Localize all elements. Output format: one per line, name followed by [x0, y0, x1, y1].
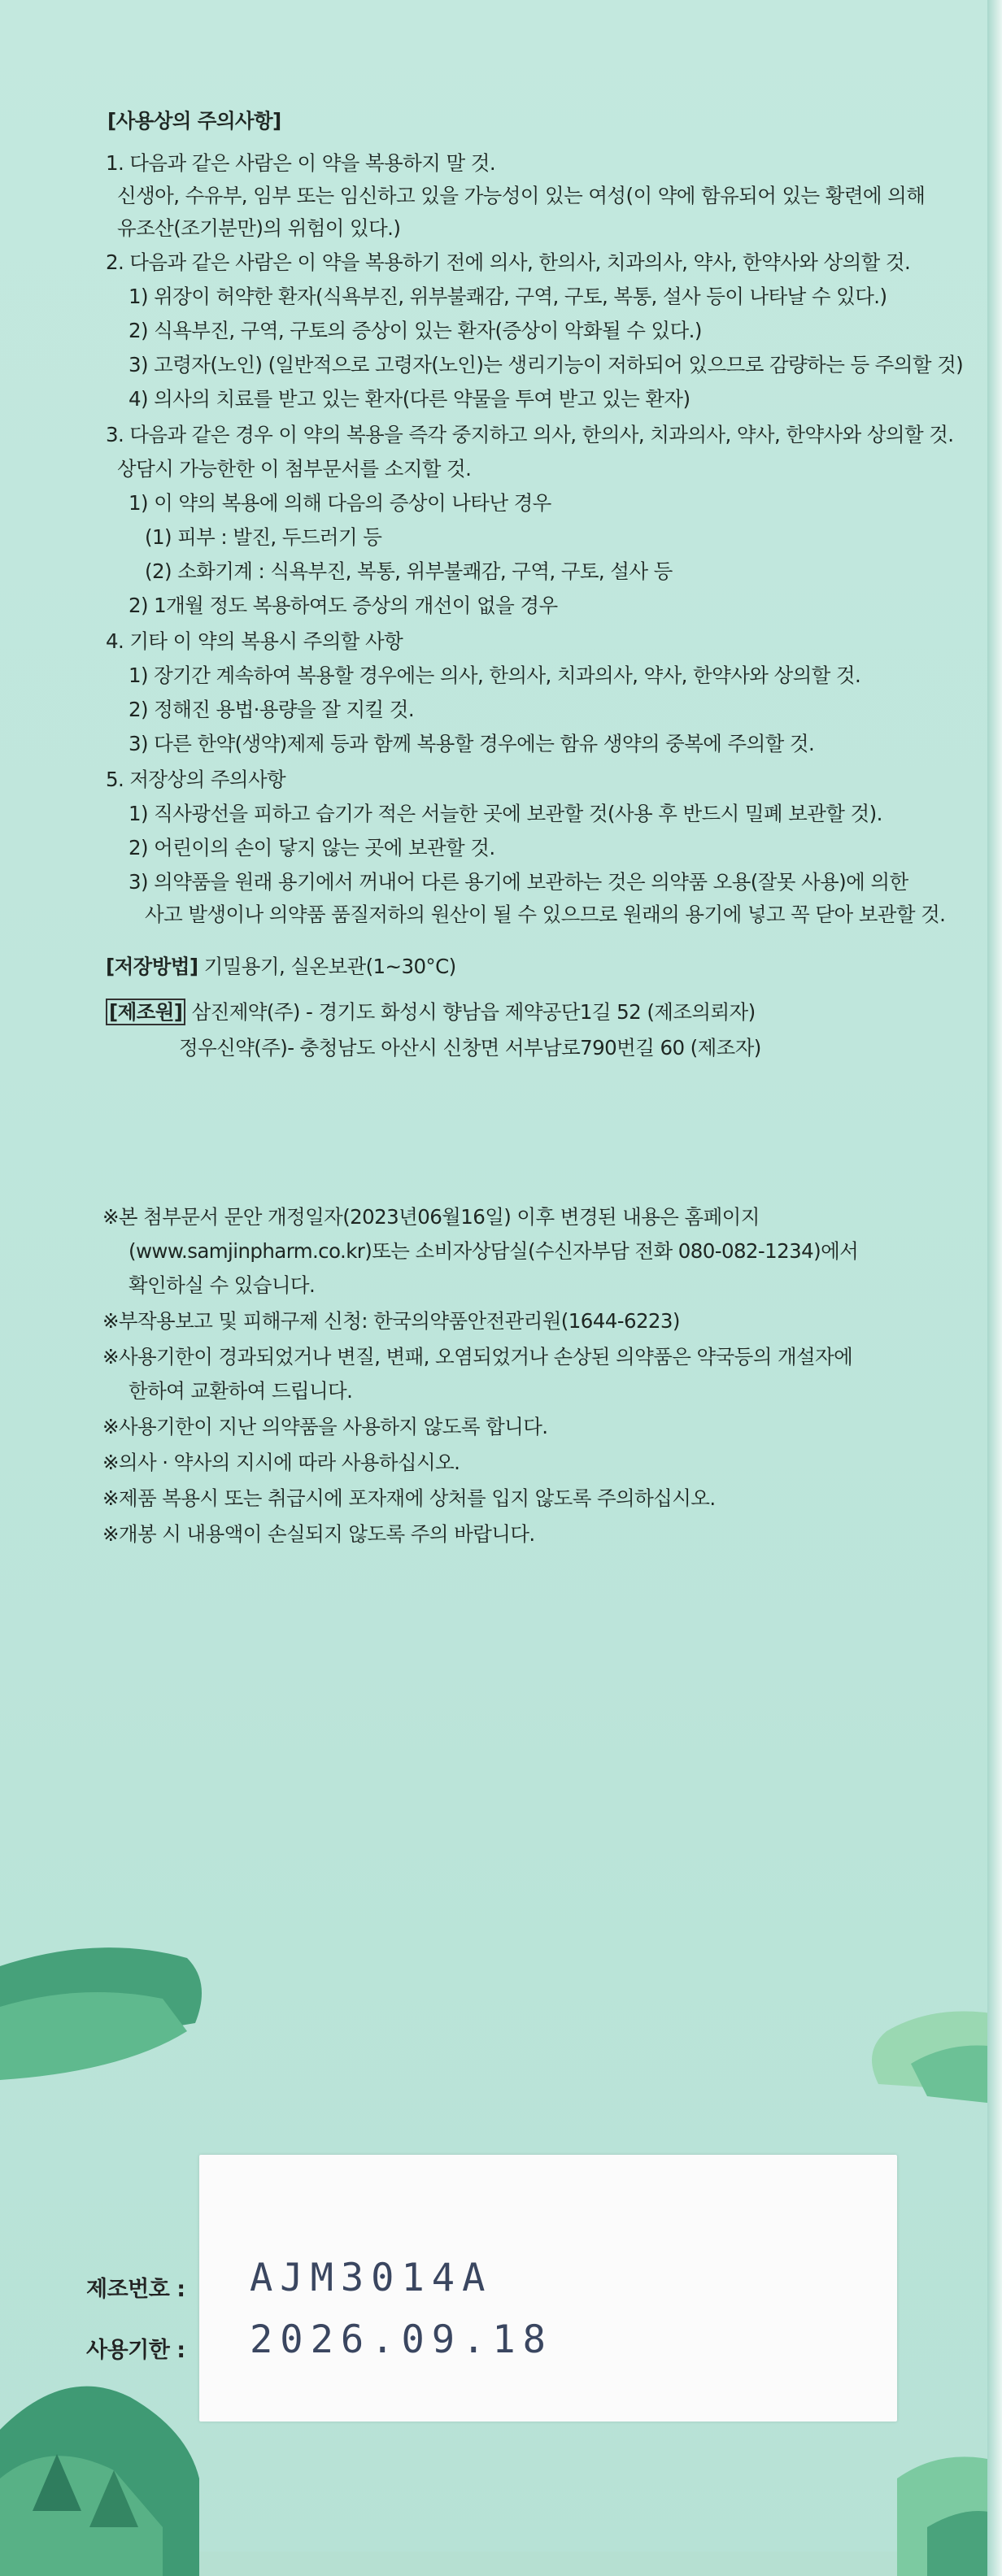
- precaution-line: (2) 소화기계 : 식욕부진, 복통, 위부불쾌감, 구역, 구토, 설사 등: [145, 559, 673, 583]
- precaution-line: (1) 피부 : 발진, 두드러기 등: [145, 525, 382, 549]
- lot-sticker: [199, 2155, 897, 2422]
- precaution-line: 1) 이 약의 복용에 의해 다음의 증상이 나타난 경우: [129, 491, 551, 515]
- precaution-line: 3) 의약품을 원래 용기에서 꺼내어 다른 용기에 보관하는 것은 의약품 오용(잘못 사용)에 의한: [129, 870, 908, 894]
- notice-line: ※본 첨부문서 문안 개정일자(2023년06월16일) 이후 변경된 내용은 홈페이지: [102, 1205, 760, 1229]
- notice-line: ※개봉 시 내용액이 손실되지 않도록 주의 바랍니다.: [102, 1522, 535, 1546]
- precaution-line: 3) 다른 한약(생약)제제 등과 함께 복용할 경우에는 함유 생약의 중복에 주의할 것.: [129, 732, 815, 755]
- notice-line: 한하여 교환하여 드립니다.: [129, 1379, 353, 1403]
- precaution-line: 4. 기타 이 약의 복용시 주의할 사항: [106, 629, 403, 653]
- precaution-line: 2) 1개월 정도 복용하여도 증상의 개선이 없을 경우: [129, 594, 558, 617]
- notice-line: ※사용기한이 지난 의약품을 사용하지 않도록 합니다.: [102, 1415, 548, 1438]
- precaution-line: 1) 장기간 계속하여 복용할 경우에는 의사, 한의사, 치과의사, 약사, 한약사와 상의할 것.: [129, 664, 861, 687]
- storage-value: 기밀용기, 실온보관(1~30°C): [203, 955, 456, 978]
- precaution-line: 유조산(조기분만)의 위험이 있다.): [117, 216, 401, 240]
- notice-line: 확인하실 수 있습니다.: [129, 1273, 316, 1297]
- precaution-line: 사고 발생이나 의약품 품질저하의 원산이 될 수 있으므로 원래의 용기에 넣고 꼭 닫아 보관할 것.: [145, 903, 946, 926]
- notice-line: ※제품 복용시 또는 취급시에 포자재에 상처를 입지 않도록 주의하십시오.: [102, 1486, 716, 1510]
- notice-line: (www.samjinpharm.co.kr)또는 소비자상담실(수신자부담 전화 080-082-1234)에서: [129, 1239, 859, 1263]
- manufacturer-row: [106, 999, 756, 1026]
- box-edge: [987, 0, 1002, 2576]
- storage-row: [106, 953, 456, 981]
- precautions-heading: [사용상의 주의사항]: [107, 109, 281, 133]
- precaution-line: 2) 식욕부진, 구역, 구토의 증상이 있는 환자(증상이 악화될 수 있다.): [129, 319, 702, 342]
- precaution-line: 상담시 가능한한 이 첨부문서를 소지할 것.: [117, 457, 472, 481]
- expiry-date-value: 2026.09.18: [250, 2317, 553, 2362]
- storage-label: [저장방법]: [106, 955, 198, 978]
- precaution-line: 1) 직사광선을 피하고 습기가 적은 서늘한 곳에 보관할 것(사용 후 반드시 밀폐 보관할 것).: [129, 802, 882, 825]
- manufacturer-label: [제조원]: [106, 999, 185, 1025]
- batch-number-label: 제조번호 :: [86, 2277, 185, 2302]
- precaution-line: 2) 어린이의 손이 닿지 않는 곳에 보관할 것.: [129, 836, 495, 859]
- precaution-line: 2) 정해진 용법·용량을 잘 지킬 것.: [129, 698, 415, 721]
- notice-line: ※부작용보고 및 피해구제 신청: 한국의약품안전관리원(1644-6223): [102, 1309, 680, 1333]
- precaution-line: 3. 다음과 같은 경우 이 약의 복용을 즉각 중지하고 의사, 한의사, 치과의사, 약사, 한약사와 상의할 것.: [106, 423, 954, 446]
- expiry-date-label: 사용기한 :: [86, 2338, 185, 2363]
- manufacturer-line2: 정우신약(주)- 충청남도 아산시 신창면 서부남로790번길 60 (제조자): [179, 1036, 761, 1060]
- batch-number-value: AJM3014A: [250, 2256, 493, 2300]
- manufacturer-line1: 삼진제약(주) - 경기도 화성시 향남읍 제약공단1길 52 (제조의뢰자): [191, 1000, 756, 1024]
- precaution-line: 2. 다음과 같은 사람은 이 약을 복용하기 전에 의사, 한의사, 치과의사, 약사, 한약사와 상의할 것.: [106, 250, 911, 274]
- precaution-line: 1. 다음과 같은 사람은 이 약을 복용하지 말 것.: [106, 151, 496, 175]
- precaution-line: 5. 저장상의 주의사항: [106, 768, 286, 791]
- precaution-line: 1) 위장이 허약한 환자(식욕부진, 위부불쾌감, 구역, 구토, 복통, 설사 등이 나타날 수 있다.): [129, 285, 887, 308]
- notice-line: ※의사 · 약사의 지시에 따라 사용하십시오.: [102, 1451, 460, 1474]
- precaution-line: 4) 의사의 치료를 받고 있는 환자(다른 약물을 투여 받고 있는 환자): [129, 387, 691, 411]
- precaution-line: 3) 고령자(노인) (일반적으로 고령자(노인)는 생리기능이 저하되어 있으므로 감량하는 등 주의할 것): [129, 353, 964, 376]
- precaution-line: 신생아, 수유부, 임부 또는 임신하고 있을 가능성이 있는 여성(이 약에 함유되어 있는 황련에 의해: [117, 184, 926, 207]
- notice-line: ※사용기한이 경과되었거나 변질, 변패, 오염되었거나 손상된 의약품은 약국등의 개설자에: [102, 1345, 853, 1368]
